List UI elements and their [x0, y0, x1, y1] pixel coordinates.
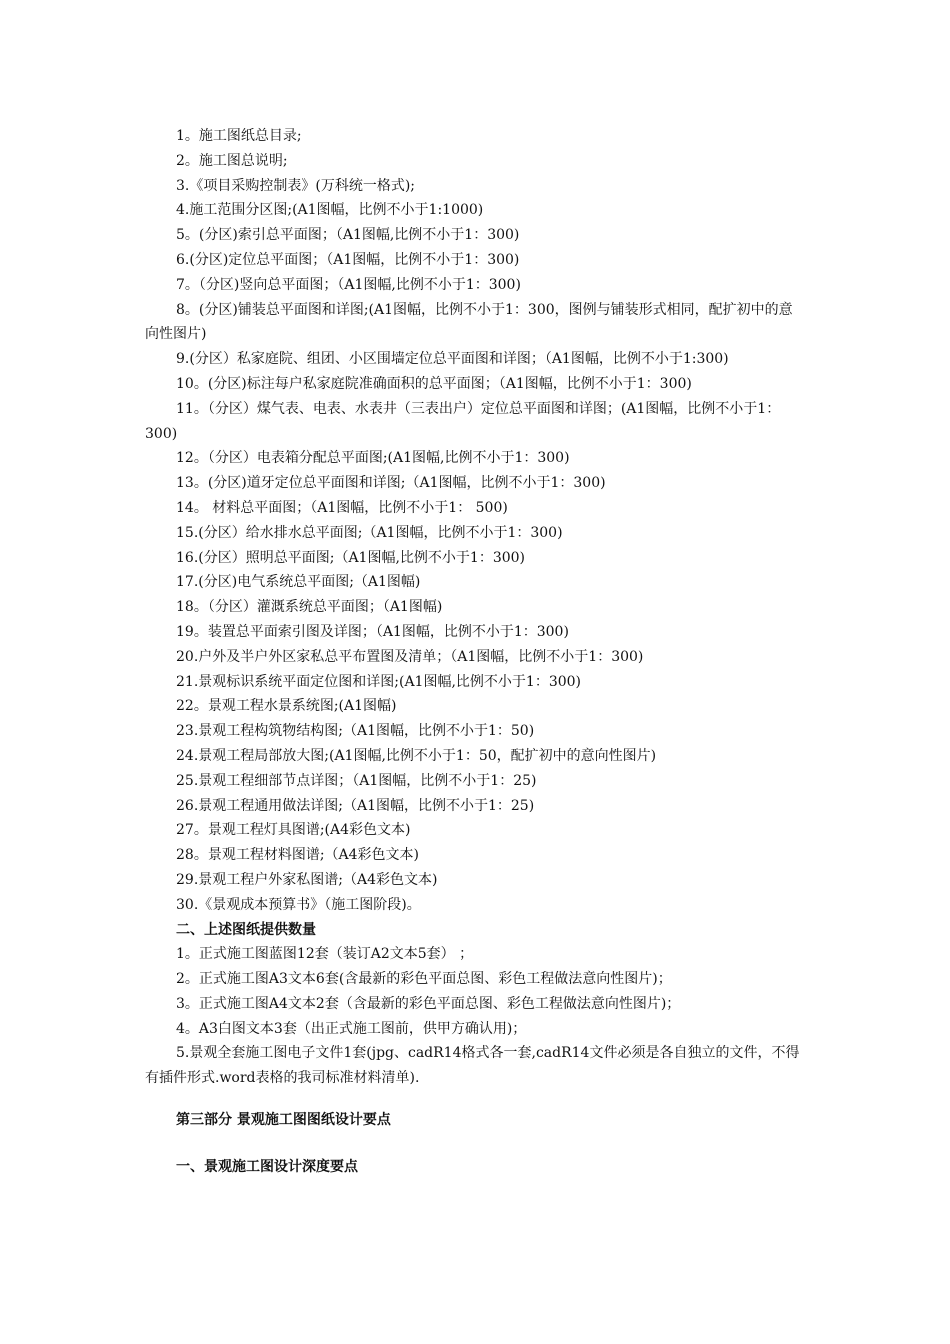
document-body: [145, 124, 805, 1180]
list-item: 17.(分区)电气系统总平面图;（A1图幅): [176, 574, 421, 591]
list-item: 6.(分区)定位总平面图；（A1图幅，比例不小于1：300): [176, 251, 520, 268]
section-heading: 二、上述图纸提供数量: [176, 921, 316, 938]
list-item: 23.景观工程构筑物结构图;（A1图幅，比例不小于1：50): [176, 723, 535, 740]
list-item: 3。正式施工图A4文本2套（含最新的彩色平面总图、彩色工程做法意向性图片)；: [176, 995, 681, 1012]
list-item: 15.(分区）给水排水总平面图;（A1图幅，比例不小于1：300): [176, 524, 563, 541]
list-item: 5。(分区)索引总平面图；（A1图幅,比例不小于1：300): [176, 227, 520, 244]
list-item: 12。（分区）电表箱分配总平面图;(A1图幅,比例不小于1：300): [176, 450, 570, 467]
list-item: 27。景观工程灯具图谱;(A4彩色文本): [176, 822, 411, 839]
list-item: 1。正式施工图蓝图12套（装订A2文本5套） ；: [176, 946, 474, 963]
list-item: 11。（分区）煤气表、电表、水表井（三表出户）定位总平面图和详图；(A1图幅，比例不小于1：300): [145, 400, 781, 442]
list-item: 21.景观标识系统平面定位图和详图;(A1图幅,比例不小于1：300): [176, 673, 582, 690]
list-item: 22。景观工程水景系统图;(A1图幅): [176, 698, 397, 715]
list-item: 5.景观全套施工图电子文件1套(jpg、cadR14格式各一套,cadR14文件必须是各自独立的文件，不得有插件形式.word表格的我司标准材料清单).: [145, 1045, 800, 1087]
list-item: 28。景观工程材料图谱;（A4彩色文本): [176, 847, 420, 864]
list-item: 7。（分区)竖向总平面图；（A1图幅,比例不小于1：300): [176, 276, 521, 293]
list-item: 10。(分区)标注每户私家庭院准确面积的总平面图；（A1图幅，比例不小于1：300): [176, 375, 692, 392]
list-item: 26.景观工程通用做法详图;（A1图幅，比例不小于1：25): [176, 797, 535, 814]
subsection-heading: 一、景观施工图设计深度要点: [176, 1158, 358, 1175]
list-item: 2。正式施工图A3文本6套(含最新的彩色平面总图、彩色工程做法意向性图片)；: [176, 971, 672, 988]
list-item: 14。 材料总平面图；（A1图幅，比例不小于1： 500): [176, 499, 508, 516]
list-item: 30.《景观成本预算书》（施工图阶段)。: [176, 896, 421, 913]
list-item: 13。(分区)道牙定位总平面图和详图;（A1图幅，比例不小于1：300): [176, 475, 606, 492]
list-item: 16.(分区）照明总平面图;（A1图幅,比例不小于1：300): [176, 549, 526, 566]
list-item: 20.户外及半户外区家私总平布置图及清单；（A1图幅，比例不小于1：300): [176, 648, 644, 665]
list-item: 29.景观工程户外家私图谱;（A4彩色文本): [176, 871, 438, 888]
list-item: 2。施工图总说明;: [176, 152, 288, 169]
list-item: 24.景观工程局部放大图;(A1图幅,比例不小于1：50，配扩初中的意向性图片): [176, 747, 657, 764]
list-item: 19。装置总平面索引图及详图；（A1图幅，比例不小于1：300): [176, 623, 569, 640]
list-item: 8。(分区)铺装总平面图和详图;(A1图幅，比例不小于1：300，图例与铺装形式相同，配扩初中的意向性图片): [145, 301, 793, 343]
list-item: 3.《项目采购控制表》(万科统一格式);: [176, 177, 415, 194]
list-item: 1。施工图纸总目录;: [176, 128, 302, 144]
list-item: 25.景观工程细部节点详图；（A1图幅，比例不小于1：25): [176, 772, 537, 789]
part-heading: 第三部分 景观施工图图纸设计要点: [176, 1112, 391, 1129]
list-item: 9.(分区）私家庭院、组团、小区围墙定位总平面图和详图；（A1图幅，比例不小于1:300): [176, 351, 729, 368]
list-item: 18。（分区）灌溉系统总平面图；（A1图幅): [176, 599, 443, 616]
list-item: 4.施工范围分区图;(A1图幅，比例不小于1:1000): [176, 202, 484, 219]
list-item: 4。A3白图文本3套（出正式施工图前，供甲方确认用)；: [176, 1020, 527, 1037]
